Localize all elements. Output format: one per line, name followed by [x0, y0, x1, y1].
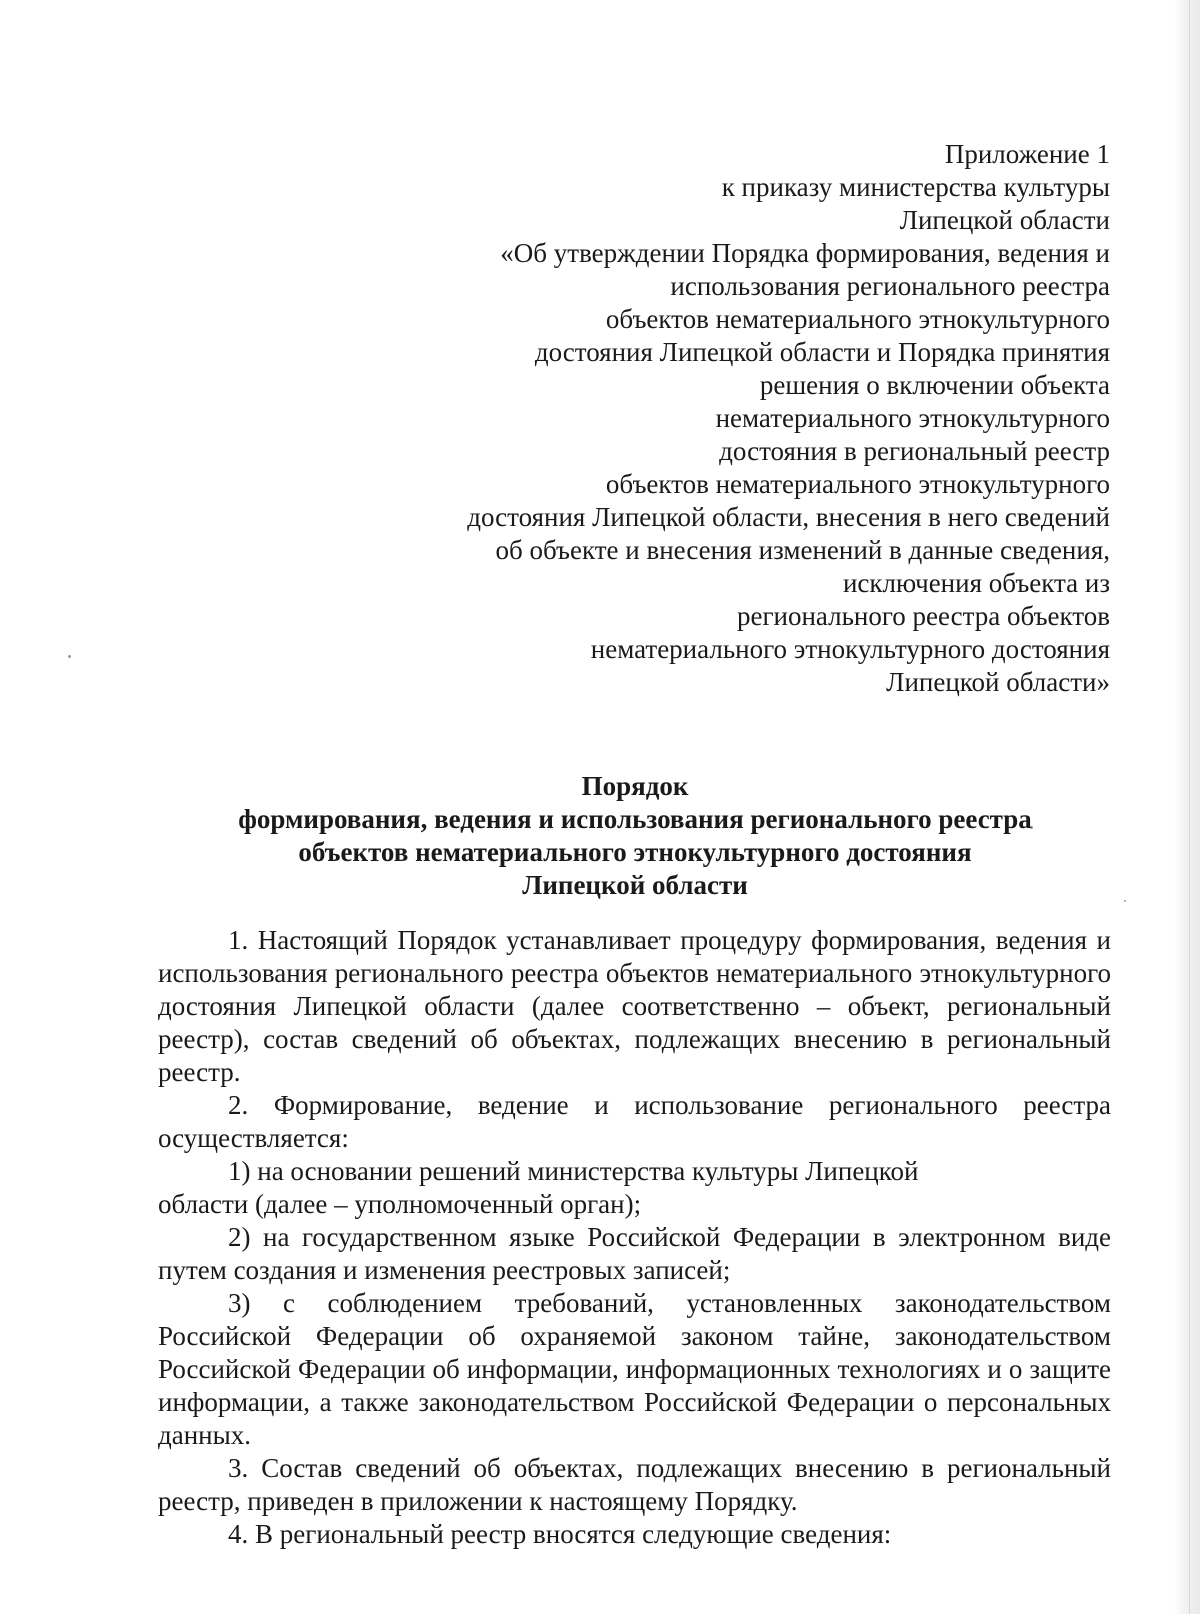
appendix-line: об объекте и внесения изменений в данные сведения, — [495, 535, 1110, 565]
paragraph-3: 3. Состав сведений об объектах, подлежащих внесению в региональный реестр, приведен в приложении к настоящему Порядку. — [158, 1453, 1111, 1516]
appendix-line: достояния Липецкой области и Порядка принятия — [534, 337, 1110, 367]
scan-edge-line — [1189, 0, 1190, 1614]
appendix-line: использования регионального реестра — [670, 271, 1110, 301]
scan-speck — [1124, 900, 1126, 902]
appendix-line: исключения объекта из — [842, 568, 1110, 598]
appendix-line: объектов нематериального этнокультурного — [605, 469, 1110, 499]
item-1-line-1: 1) на основании решений министерства культуры Липецкой — [228, 1156, 919, 1186]
document-title — [160, 770, 1110, 902]
appendix-line: объектов нематериального этнокультурного — [605, 304, 1110, 334]
paragraph-2: 2. Формирование, ведение и использование регионального реестра осуществляется: — [158, 1090, 1111, 1153]
appendix-line: решения о включении объекта — [759, 370, 1110, 400]
appendix-line: достояния в региональный реестр — [719, 436, 1110, 466]
appendix-header — [390, 138, 1110, 699]
appendix-line: достояния Липецкой области, внесения в него сведений — [467, 502, 1110, 532]
document-body — [158, 924, 1111, 1551]
item-1-line-2: области (далее – уполномоченный орган); — [158, 1189, 642, 1219]
scan-edge-shadow — [1174, 0, 1200, 1614]
appendix-line: Липецкой области — [899, 205, 1110, 235]
paragraph-2-item-2: 2) на государственном языке Российской Федерации в электронном виде путем создания и изменения реестровых записей; — [158, 1222, 1111, 1285]
paragraph-2-item-3: 3) с соблюдением требований, установленных законодательством Российской Федерации об охраняемой законом тайне, законодательством Российской Федерации об информации, информационных технологиях и о защите информации, а также законодательством Российской Федерации о персональных данных. — [158, 1288, 1111, 1450]
paragraph-2-item-1 — [158, 1155, 1111, 1221]
paragraph-4: 4. В региональный реестр вносятся следующие сведения: — [228, 1519, 892, 1549]
title-line: объектов нематериального этнокультурного достояния — [298, 837, 972, 867]
paragraph-1: 1. Настоящий Порядок устанавливает процедуру формирования, ведения и использования регионального реестра объектов нематериального этнокультурного достояния Липецкой области (далее соответственно – объект, региональный реестр), состав сведений об объектах, подлежащих внесению в региональный реестр. — [158, 925, 1111, 1087]
appendix-line: нематериального этнокультурного достояния — [590, 634, 1110, 664]
appendix-line: к приказу министерства культуры — [721, 172, 1110, 202]
title-line: формирования, ведения и использования регионального реестра — [238, 804, 1032, 834]
appendix-line: «Об утверждении Порядка формирования, ведения и — [500, 238, 1110, 268]
scan-speck — [68, 655, 71, 658]
title-line: Липецкой области — [522, 870, 748, 900]
appendix-line: Липецкой области» — [886, 667, 1110, 697]
appendix-line: нематериального этнокультурного — [715, 403, 1110, 433]
appendix-line: регионального реестра объектов — [736, 601, 1110, 631]
appendix-line: Приложение 1 — [944, 139, 1110, 169]
title-line: Порядок — [581, 771, 689, 801]
